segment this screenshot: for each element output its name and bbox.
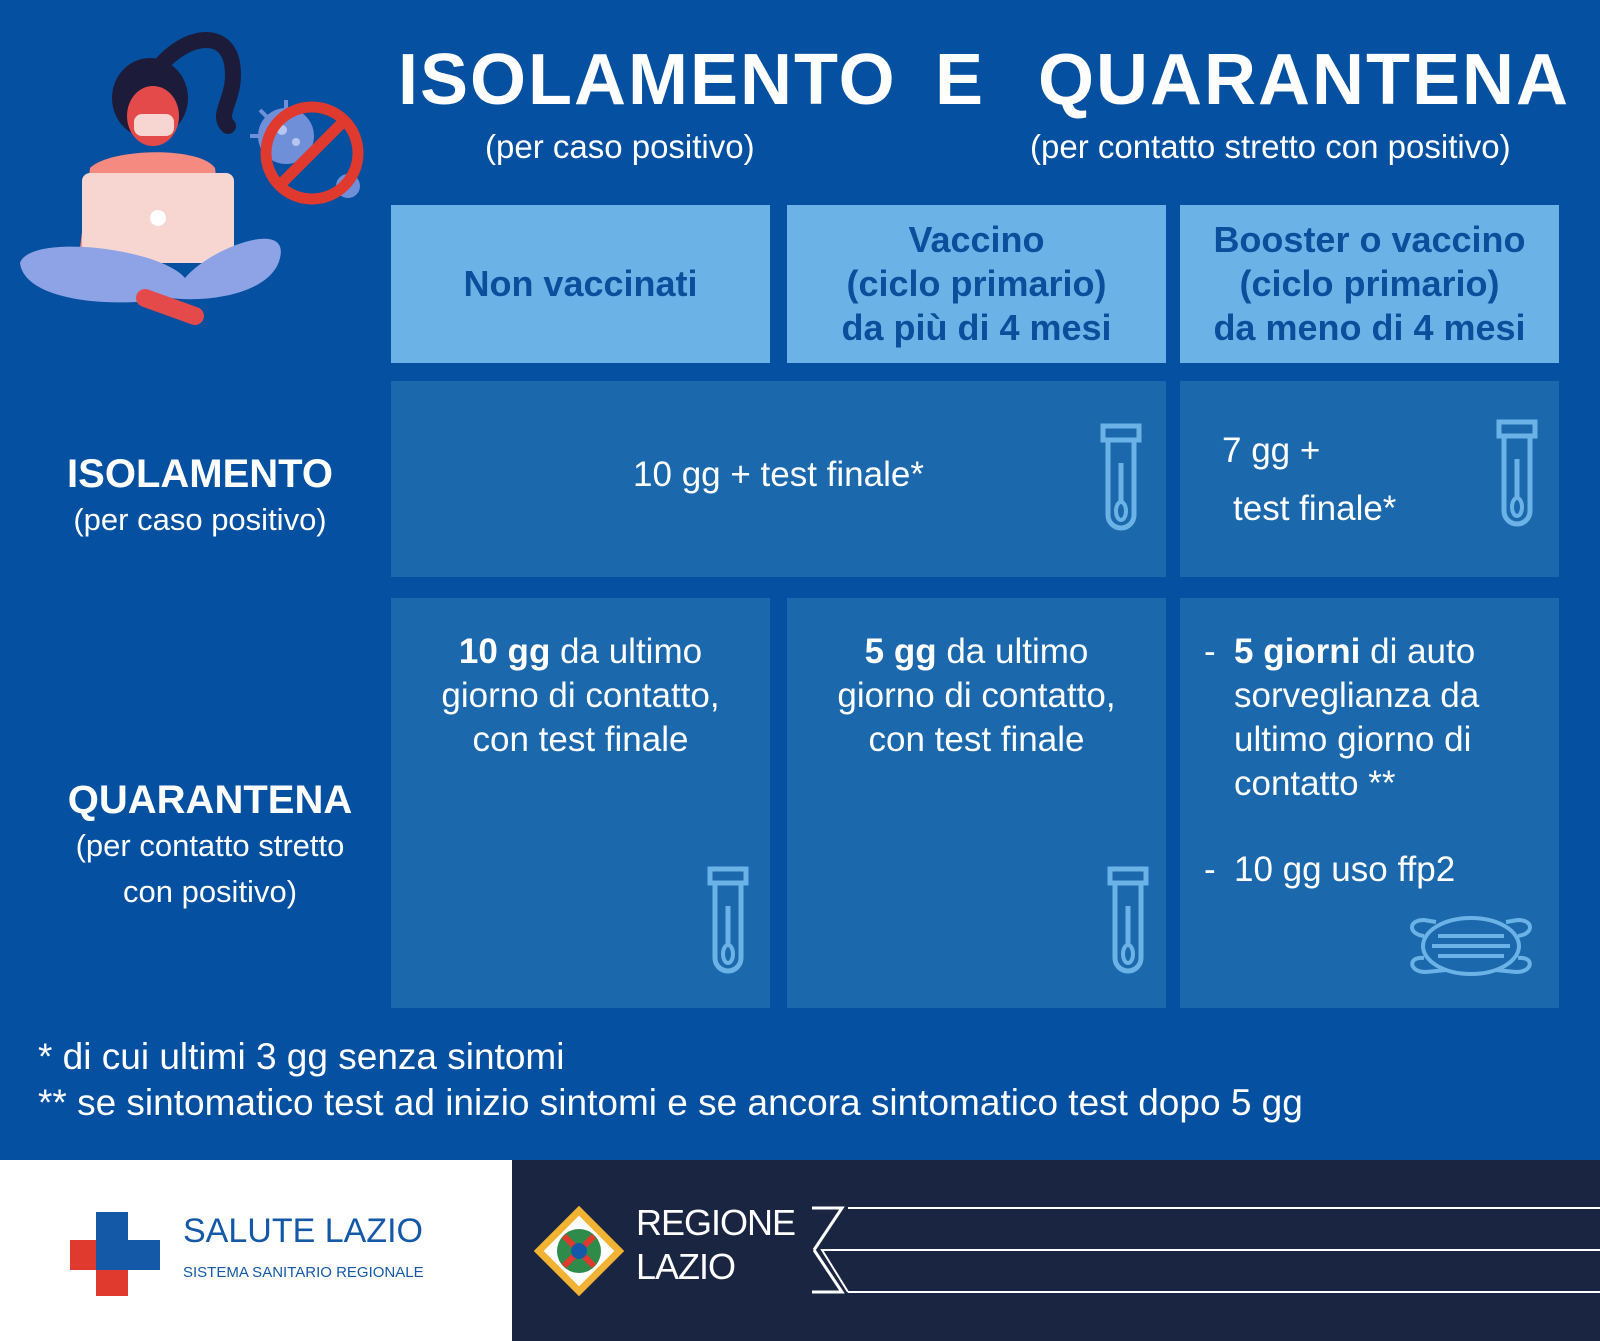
cell-isolamento-non-vaccinati-vaccino: 10 gg + test finale* <box>391 381 1166 577</box>
row-label-isolamento: ISOLAMENTO (per caso positivo) <box>67 452 333 537</box>
woman-laptop-illustration <box>10 18 380 343</box>
cell-quarantena-booster: - 5 giorni di auto sorveglianza da ultimo giorno di contatto ** - 10 gg uso ffp2 <box>1180 598 1559 1008</box>
title-e: E <box>935 40 986 120</box>
regione-label-line2: LAZIO <box>636 1246 736 1287</box>
test-tube-icon <box>707 866 749 982</box>
medical-cross-logo-icon <box>70 1212 160 1296</box>
regione-lazio-emblem-icon <box>534 1206 624 1296</box>
decorative-lines <box>812 1204 1600 1296</box>
footer-regione-lazio <box>512 1160 1600 1341</box>
ffp2-mask-icon <box>1406 908 1536 978</box>
test-tube-icon <box>1100 423 1142 539</box>
column-header-non-vaccinati: Non vaccinati <box>391 205 770 363</box>
regione-label-line1: REGIONE <box>636 1202 796 1243</box>
footnote-2: ** se sintomatico test ad inizio sintomi e se ancora sintomatico test dopo 5 gg <box>38 1082 1303 1123</box>
title-isolamento-subtitle: (per caso positivo) <box>485 128 755 165</box>
title-quarantena: QUARANTENA <box>1038 40 1570 120</box>
column-header-booster: Booster o vaccino (ciclo primario) da meno di 4 mesi <box>1180 205 1559 363</box>
test-tube-icon <box>1107 866 1149 982</box>
salute-lazio-name: SALUTE LAZIO <box>183 1212 423 1250</box>
title-quarantena-subtitle: (per contatto stretto con positivo) <box>1030 128 1511 165</box>
footer-salute-lazio <box>0 1160 512 1341</box>
cell-quarantena-vaccino: 5 gg da ultimo giorno di contatto, con test finale <box>787 598 1166 1008</box>
title-isolamento: ISOLAMENTO <box>398 40 897 120</box>
footnote-1: * di cui ultimi 3 gg senza sintomi <box>38 1036 565 1077</box>
cell-isolamento-booster: 7 gg + test finale* <box>1180 381 1559 577</box>
test-tube-icon <box>1496 419 1538 535</box>
salute-lazio-subtitle: SISTEMA SANITARIO REGIONALE <box>183 1264 424 1281</box>
row-label-quarantena: QUARANTENA (per contatto stretto con positivo) <box>67 778 353 909</box>
cell-quarantena-non-vaccinati: 10 gg da ultimo giorno di contatto, con test finale <box>391 598 770 1008</box>
column-header-vaccino-oltre-4-mesi: Vaccino (ciclo primario) da più di 4 mesi <box>787 205 1166 363</box>
